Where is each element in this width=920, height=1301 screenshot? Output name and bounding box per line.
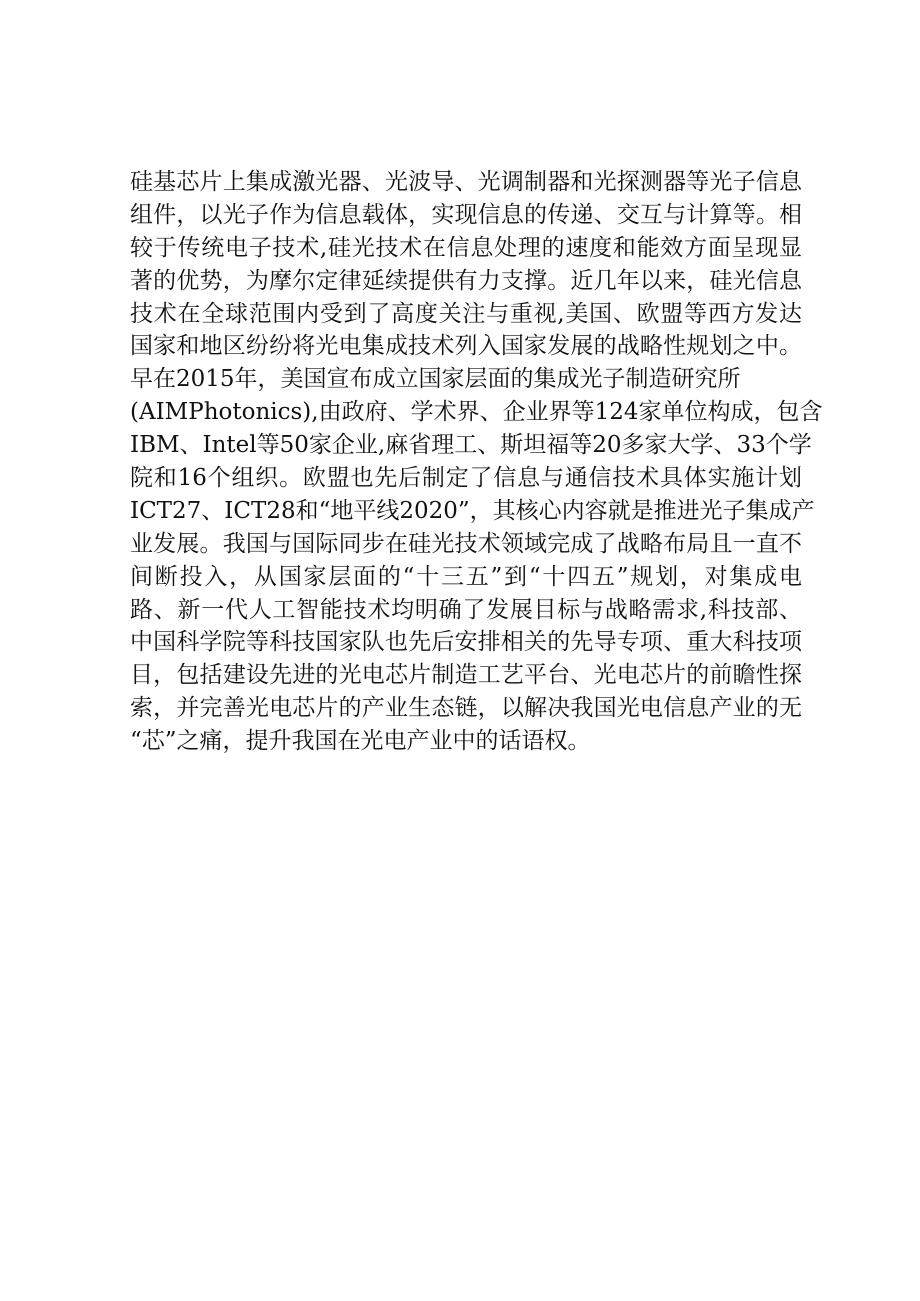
paragraph-line-3: 较于传统电子技术,硅光技术在信息处理的速度和能效方面呈现显 [130, 234, 802, 261]
paragraph-line-2: 组件，以光子作为信息载体，实现信息的传递、交互与计算等。相 [130, 201, 802, 228]
paragraph-line-4: 著的优势，为摩尔定律延续提供有力支撑。近几年以来，硅光信息 [130, 267, 802, 294]
paragraph-line-1: 硅基芯片上集成激光器、光波导、光调制器和光探测器等光子信息 [130, 169, 802, 195]
paragraph-line-17: 索，并完善光电芯片的产业生态链，以解决我国光电信息产业的无 [130, 695, 802, 722]
paragraph-line-12: 业发展。我国与国际同步在硅光技术领域完成了战略布局且一直不 [130, 530, 802, 557]
paragraph-line-13: 间断投入，从国家层面的“十三五”到“十四五”规划，对集成电 [130, 563, 802, 590]
paragraph-line-5: 技术在全球范围内受到了高度关注与重视,美国、欧盟等西方发达 [130, 300, 802, 327]
paragraph-line-7: 早在2015年，美国宣布成立国家层面的集成光子制造研究所 [130, 366, 741, 393]
paragraph-line-15: 中国科学院等科技国家队也先后安排相关的先导专项、重大科技项 [130, 629, 802, 656]
paragraph-line-14: 路、新一代人工智能技术均明确了发展目标与战略需求,科技部、 [130, 596, 802, 623]
paragraph-line-9: IBM、Intel等50家企业,麻省理工、斯坦福等20多家大学、33个学 [130, 432, 812, 459]
paragraph-line-6: 国家和地区纷纷将光电集成技术列入国家发展的战略性规划之中。 [130, 333, 802, 360]
paragraph-line-18: “芯”之痛，提升我国在光电产业中的话语权。 [130, 728, 591, 755]
paragraph-line-16: 目，包括建设先进的光电芯片制造工艺平台、光电芯片的前瞻性探 [130, 662, 802, 689]
paragraph-line-10: 院和16个组织。欧盟也先后制定了信息与通信技术具体实施计划 [130, 465, 802, 492]
paragraph-line-8: (AIMPhotonics),由政府、学术界、企业界等124家单位构成，包含 [130, 399, 823, 426]
paragraph-line-11: ICT27、ICT28和“地平线2020”，其核心内容就是推进光子集成产 [130, 497, 815, 524]
body-paragraph [130, 166, 823, 758]
